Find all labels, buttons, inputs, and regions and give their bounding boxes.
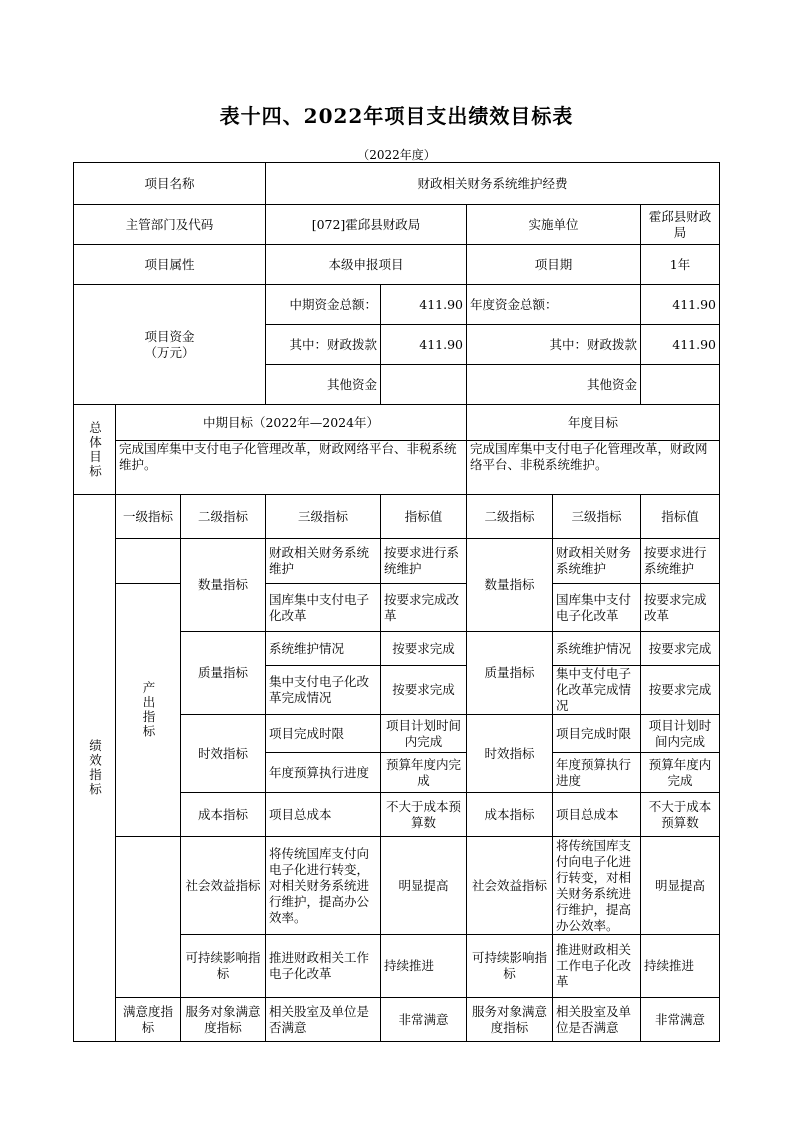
mid-ql1-value: 按要求完成: [381, 632, 467, 666]
year-fiscal: 411.90: [641, 325, 720, 365]
funds-label: [74, 285, 266, 405]
cost-label-year: 成本指标: [467, 793, 553, 837]
year-note: （2022年度）: [357, 148, 436, 162]
mid-other: [381, 365, 467, 405]
sustainability-label-year: 可持续影响指标: [467, 935, 553, 998]
mid-q1: 财政相关财务系统维护: [266, 539, 381, 584]
header-level2: 二级指标: [181, 495, 266, 539]
year-t1: 项目完成时限: [553, 715, 641, 753]
mid-s1-value: 明显提高: [381, 837, 467, 935]
mid-other-label: 其他资金: [266, 365, 381, 405]
mid-q1-value: 按要求进行系统维护: [381, 539, 467, 584]
mid-q2: 国库集中支付电子化改革: [266, 584, 381, 632]
year-q1-value: 按要求进行系统维护: [641, 539, 720, 584]
mid-c1-value: 不大于成本预算数: [381, 793, 467, 837]
year-sa1-value: 非常满意: [641, 998, 720, 1042]
funds-label-text: 项目资金: [144, 328, 195, 344]
satisfaction-l2-label-year: 服务对象满意度指标: [467, 998, 553, 1042]
year-q2-value: 按要求完成改革: [641, 584, 720, 632]
indicators-label: 绩效指标: [74, 495, 116, 1042]
year-other: [641, 365, 720, 405]
year-t1-value: 项目计划时间内完成: [641, 715, 720, 753]
year-ql2: 集中支付电子化改革完成情况: [553, 666, 641, 715]
mid-sa1: 相关股室及单位是否满意: [266, 998, 381, 1042]
mid-t2: 年度预算执行进度: [266, 753, 381, 793]
mid-ql2-value: 按要求完成: [381, 666, 467, 715]
mid-su1-value: 持续推进: [381, 935, 467, 998]
year-goal-header: 年度目标: [467, 405, 720, 441]
mid-total: 411.90: [381, 285, 467, 325]
year-sa1: 相关股室及单位是否满意: [553, 998, 641, 1042]
year-su1: 推进财政相关工作电子化改革: [553, 935, 641, 998]
attr-label: 项目属性: [74, 245, 266, 285]
year-su1-value: 持续推进: [641, 935, 720, 998]
mid-fiscal-label: 其中：财政拨款: [266, 325, 381, 365]
dept-label: 主管部门及代码: [74, 205, 266, 245]
mid-fiscal: 411.90: [381, 325, 467, 365]
mid-c1: 项目总成本: [266, 793, 381, 837]
period-value: 1年: [641, 245, 720, 285]
quantity-label-year: 数量指标: [467, 539, 553, 632]
mid-goal-header: 中期目标（2022年—2024年）: [116, 405, 467, 441]
year-s1-value: 明显提高: [641, 837, 720, 935]
year-total: 411.90: [641, 285, 720, 325]
year-ql2-value: 按要求完成: [641, 666, 720, 715]
sustainability-label: 可持续影响指标: [181, 935, 266, 998]
performance-table: [73, 162, 720, 1042]
period-label: 项目期: [467, 245, 641, 285]
social-benefit-label: 社会效益指标: [181, 837, 266, 935]
impl-unit-label: 实施单位: [467, 205, 641, 245]
goals-label: 总体目标: [74, 405, 116, 495]
year-total-label: 年度资金总额：: [467, 285, 641, 325]
quality-label: 质量指标: [181, 632, 266, 715]
satisfaction-l1-label: 满意度指标: [116, 998, 181, 1042]
timeliness-label: 时效指标: [181, 715, 266, 793]
mid-goal-text: 完成国库集中支付电子化管理改革，财政网络平台、非税系统维护。: [116, 441, 467, 495]
year-c1: 项目总成本: [553, 793, 641, 837]
blank-cell: [116, 935, 181, 998]
attr-value: 本级申报项目: [266, 245, 467, 285]
year-c1-value: 不大于成本预算数: [641, 793, 720, 837]
year-t2: 年度预算执行进度: [553, 753, 641, 793]
quantity-label: 数量指标: [181, 539, 266, 632]
header-level3-year: 三级指标: [553, 495, 641, 539]
year-s1: 将传统国库支付向电子化进行转变，对相关财务系统进行维护，提高办公效率。: [553, 837, 641, 935]
mid-su1: 推进财政相关工作电子化改革: [266, 935, 381, 998]
blank-cell: [116, 837, 181, 935]
mid-t1-value: 项目计划时间内完成: [381, 715, 467, 753]
header-value: 指标值: [381, 495, 467, 539]
mid-ql1: 系统维护情况: [266, 632, 381, 666]
year-other-label: 其他资金: [467, 365, 641, 405]
mid-sa1-value: 非常满意: [381, 998, 467, 1042]
year-goal-text: 完成国库集中支付电子化管理改革，财政网络平台、非税系统维护。: [467, 441, 720, 495]
project-name-label: 项目名称: [74, 163, 266, 205]
mid-ql2: 集中支付电子化改革完成情况: [266, 666, 381, 715]
project-name: 财政相关财务系统维护经费: [266, 163, 720, 205]
header-level2-year: 二级指标: [467, 495, 553, 539]
mid-t2-value: 预算年度内完成: [381, 753, 467, 793]
header-level1: 一级指标: [116, 495, 181, 539]
year-fiscal-label: 其中：财政拨款: [467, 325, 641, 365]
year-t2-value: 预算年度内完成: [641, 753, 720, 793]
year-ql1-value: 按要求完成: [641, 632, 720, 666]
dept-value: [072]霍邱县财政局: [266, 205, 467, 245]
social-benefit-label-year: 社会效益指标: [467, 837, 553, 935]
mid-s1: 将传统国库支付向电子化进行转变，对相关财务系统进行维护，提高办公效率。: [266, 837, 381, 935]
funds-unit: （万元）: [144, 344, 195, 360]
timeliness-label-year: 时效指标: [467, 715, 553, 793]
year-q2: 国库集中支付电子化改革: [553, 584, 641, 632]
mid-total-label: 中期资金总额：: [266, 285, 381, 325]
header-value-year: 指标值: [641, 495, 720, 539]
satisfaction-l2-label: 服务对象满意度指标: [181, 998, 266, 1042]
blank-cell: [116, 539, 181, 584]
impl-unit-value: 霍邱县财政局: [641, 205, 720, 245]
output-label: 产出指标: [116, 584, 181, 837]
mid-q2-value: 按要求完成改革: [381, 584, 467, 632]
cost-label: 成本指标: [181, 793, 266, 837]
page-title: 表十四、2022年项目支出绩效目标表: [219, 104, 574, 128]
header-level3: 三级指标: [266, 495, 381, 539]
mid-t1: 项目完成时限: [266, 715, 381, 753]
year-q1: 财政相关财务系统维护: [553, 539, 641, 584]
quality-label-year: 质量指标: [467, 632, 553, 715]
year-ql1: 系统维护情况: [553, 632, 641, 666]
